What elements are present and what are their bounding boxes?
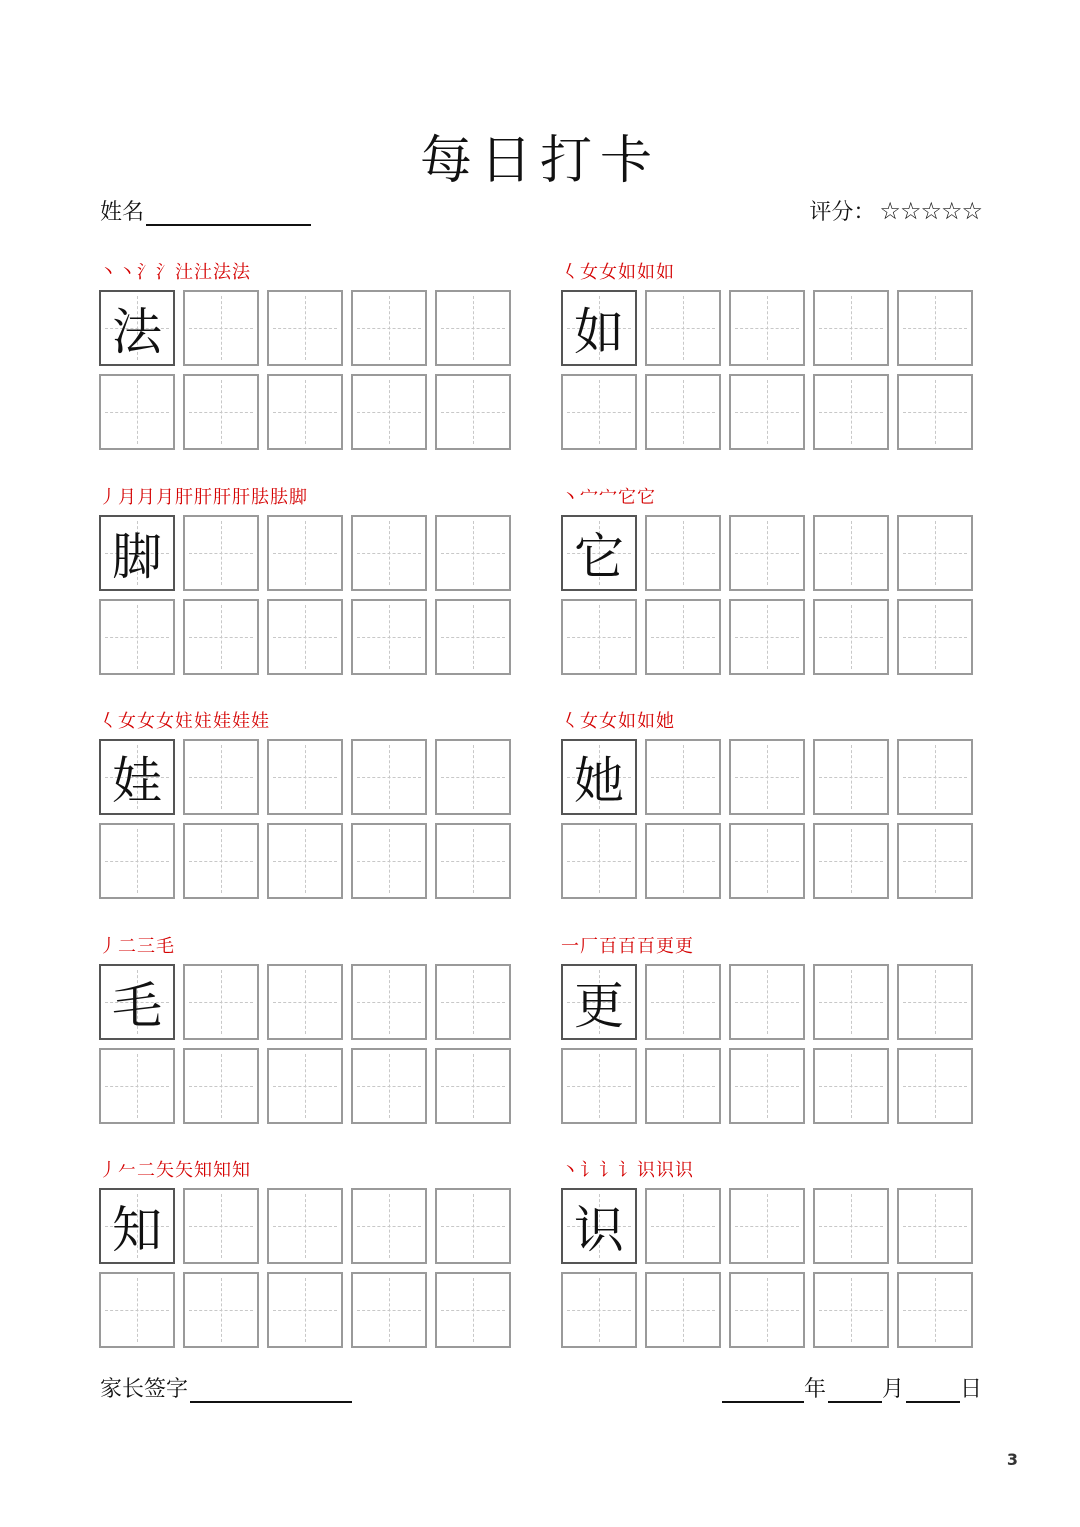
practice-cell[interactable] [729, 290, 805, 366]
model-character: 识 [574, 1201, 624, 1259]
model-character: 它 [574, 527, 624, 586]
model-character-cell[interactable] [99, 739, 175, 815]
stroke-step: 𡿨 [99, 711, 118, 732]
stroke-step: 丿 [99, 486, 118, 508]
stroke-order [99, 932, 521, 962]
practice-cell[interactable] [645, 374, 721, 450]
stroke-step: 脚 [289, 486, 308, 508]
practice-block [99, 932, 521, 1124]
stroke-step: 娃 [232, 711, 251, 732]
practice-cell[interactable] [183, 1188, 259, 1264]
score-field [809, 195, 982, 226]
practice-cell[interactable] [729, 599, 805, 675]
practice-cell[interactable] [99, 1272, 175, 1348]
practice-row [99, 1188, 521, 1264]
stroke-step: 丿 [99, 935, 118, 957]
year-label: 年 [803, 1377, 826, 1402]
practice-cell[interactable] [813, 374, 889, 450]
practice-cell[interactable] [645, 739, 721, 815]
practice-cell[interactable] [897, 599, 973, 675]
stroke-step: 女 [580, 711, 599, 732]
stroke-step: 月 [118, 486, 137, 508]
practice-cell[interactable] [729, 374, 805, 450]
practice-cell[interactable] [813, 823, 889, 899]
stroke-step: 丶 [99, 262, 118, 283]
practice-cell[interactable] [729, 515, 805, 591]
practice-cell[interactable] [435, 290, 511, 366]
practice-cell[interactable] [645, 1048, 721, 1124]
practice-block [561, 932, 983, 1124]
stroke-step: 二 [118, 935, 137, 957]
model-character-cell[interactable] [561, 290, 637, 366]
practice-cell[interactable] [645, 823, 721, 899]
stroke-step: 丿 [99, 1160, 118, 1181]
stroke-step: 如 [618, 711, 637, 732]
practice-row [99, 290, 521, 366]
practice-cell[interactable] [897, 739, 973, 815]
practice-block [561, 258, 983, 450]
practice-cell[interactable] [435, 739, 511, 815]
practice-cell[interactable] [267, 823, 343, 899]
stroke-step: 识 [637, 1160, 656, 1181]
stroke-step: 一 [561, 935, 580, 957]
practice-cell[interactable] [351, 599, 427, 675]
practice-cell[interactable] [897, 290, 973, 366]
stroke-step: 三 [137, 935, 156, 957]
practice-cell[interactable] [897, 515, 973, 591]
stroke-step: 识 [656, 1160, 675, 1181]
practice-cell[interactable] [897, 374, 973, 450]
practice-cell[interactable] [435, 1272, 511, 1348]
stroke-order [99, 258, 521, 288]
practice-cell[interactable] [183, 515, 259, 591]
practice-block [99, 258, 521, 450]
practice-cell[interactable] [99, 1048, 175, 1124]
practice-cell[interactable] [729, 1048, 805, 1124]
practice-cell[interactable] [183, 1048, 259, 1124]
practice-row [561, 374, 983, 450]
model-character: 毛 [112, 976, 162, 1035]
practice-cell[interactable] [813, 739, 889, 815]
practice-cell[interactable] [435, 1188, 511, 1264]
practice-row [561, 599, 983, 675]
practice-row [561, 1272, 983, 1348]
model-character-cell[interactable] [99, 515, 175, 591]
parent-sign-label: 家长签字 [100, 1377, 189, 1402]
stroke-step: 𡿨 [561, 262, 580, 283]
stroke-step: 女 [580, 262, 599, 283]
practice-row [561, 823, 983, 899]
stroke-step: 女 [156, 711, 175, 732]
practice-cell[interactable] [267, 1188, 343, 1264]
practice-cell[interactable] [99, 374, 175, 450]
practice-cell[interactable] [267, 290, 343, 366]
practice-cell[interactable] [813, 515, 889, 591]
stroke-step: 女 [599, 262, 618, 283]
footer [100, 1372, 982, 1408]
practice-cell[interactable] [351, 1048, 427, 1124]
stroke-step: 宀 [580, 486, 599, 508]
practice-row [99, 964, 521, 1040]
stroke-step: 女 [599, 711, 618, 732]
stroke-step: 胠 [251, 486, 270, 508]
practice-cell[interactable] [351, 739, 427, 815]
header-row [100, 195, 982, 235]
signature-line[interactable] [190, 1373, 352, 1403]
practice-cell[interactable] [351, 290, 427, 366]
practice-cell[interactable] [897, 1188, 973, 1264]
stroke-step: 月 [137, 486, 156, 508]
practice-row [99, 374, 521, 450]
practice-cell[interactable] [435, 964, 511, 1040]
star-rating-icon[interactable]: ☆☆☆☆☆ [879, 196, 982, 225]
practice-row [561, 290, 983, 366]
practice-cell[interactable] [729, 1188, 805, 1264]
practice-block [561, 1156, 983, 1348]
stroke-step: 讠 [618, 1160, 637, 1181]
stroke-step: 娃 [213, 711, 232, 732]
practice-cell[interactable] [351, 1272, 427, 1348]
page-title: 每日打卡 [419, 131, 660, 191]
practice-cell[interactable] [267, 964, 343, 1040]
practice-cell[interactable] [813, 1048, 889, 1124]
stroke-step: 女 [137, 711, 156, 732]
practice-cell[interactable] [729, 823, 805, 899]
practice-cell[interactable] [813, 964, 889, 1040]
stroke-step: 汢 [194, 262, 213, 283]
stroke-step: 汢 [175, 262, 194, 283]
practice-cell[interactable] [897, 1272, 973, 1348]
practice-cell[interactable] [183, 739, 259, 815]
practice-cell[interactable] [645, 1272, 721, 1348]
practice-cell[interactable] [183, 599, 259, 675]
model-character: 更 [574, 976, 624, 1035]
model-character-cell[interactable] [561, 964, 637, 1040]
model-character: 法 [112, 303, 162, 361]
practice-row [561, 964, 983, 1040]
practice-row [99, 515, 521, 591]
practice-cell[interactable] [897, 964, 973, 1040]
practice-cell[interactable] [267, 1272, 343, 1348]
model-character: 娃 [112, 752, 162, 810]
stroke-step: 二 [137, 1160, 156, 1181]
stroke-step: 肝 [175, 486, 194, 508]
practice-row [561, 1048, 983, 1124]
name-field[interactable] [100, 195, 311, 226]
stroke-step: 肝 [194, 486, 213, 508]
day-label: 日 [959, 1377, 982, 1402]
stroke-step: 它 [637, 486, 656, 508]
practice-cell[interactable] [435, 599, 511, 675]
stroke-step: 它 [618, 486, 637, 508]
stroke-step: 娃 [251, 711, 270, 732]
practice-row [99, 739, 521, 815]
practice-cell[interactable] [99, 823, 175, 899]
practice-row [561, 515, 983, 591]
stroke-step: 妵 [175, 711, 194, 732]
practice-cell[interactable] [183, 1272, 259, 1348]
stroke-step: 氵 [156, 262, 175, 283]
model-character-cell[interactable] [99, 964, 175, 1040]
stroke-step: 法 [213, 262, 232, 283]
practice-cell[interactable] [267, 599, 343, 675]
practice-block [561, 483, 983, 675]
practice-block [99, 707, 521, 899]
practice-cell[interactable] [729, 964, 805, 1040]
practice-cell[interactable] [561, 1048, 637, 1124]
practice-cell[interactable] [435, 823, 511, 899]
stroke-step: 法 [232, 262, 251, 283]
practice-cell[interactable] [183, 290, 259, 366]
practice-row [561, 739, 983, 815]
practice-cell[interactable] [183, 823, 259, 899]
practice-cell[interactable] [435, 374, 511, 450]
stroke-step: 识 [675, 1160, 694, 1181]
stroke-step: 百 [618, 935, 637, 957]
model-character-cell[interactable] [99, 1188, 175, 1264]
practice-cell[interactable] [645, 290, 721, 366]
stroke-step: 毛 [156, 935, 175, 957]
practice-row [99, 823, 521, 899]
model-character: 知 [112, 1201, 162, 1259]
day-line[interactable] [906, 1373, 960, 1403]
model-character-cell[interactable] [561, 515, 637, 591]
practice-cell[interactable] [561, 374, 637, 450]
stroke-step: 𡿨 [561, 711, 580, 732]
page-number: 3 [1006, 1450, 1018, 1469]
stroke-step: 更 [656, 935, 675, 957]
model-character: 脚 [112, 527, 162, 586]
month-line[interactable] [828, 1373, 882, 1403]
stroke-step: 宀 [599, 486, 618, 508]
practice-row [99, 1272, 521, 1348]
stroke-step: 百 [599, 935, 618, 957]
stroke-step: 妵 [194, 711, 213, 732]
stroke-order [99, 1156, 521, 1186]
model-character-cell[interactable] [561, 1188, 637, 1264]
practice-cell[interactable] [813, 599, 889, 675]
practice-cell[interactable] [729, 739, 805, 815]
stroke-step: 讠 [580, 1160, 599, 1181]
stroke-step: 丶 [561, 1160, 580, 1181]
practice-block [99, 1156, 521, 1348]
stroke-step: 她 [656, 711, 675, 732]
name-line[interactable] [146, 196, 311, 226]
model-character: 如 [574, 303, 624, 361]
practice-cell[interactable] [183, 374, 259, 450]
stroke-order [561, 932, 983, 962]
stroke-step: 如 [637, 711, 656, 732]
stroke-step: 𠂉 [118, 1160, 137, 1181]
year-line[interactable] [722, 1373, 804, 1403]
parent-signature-field[interactable] [100, 1372, 352, 1403]
stroke-step: 矢 [175, 1160, 194, 1181]
model-character: 她 [574, 752, 624, 810]
stroke-step: 知 [194, 1160, 213, 1181]
practice-cell[interactable] [897, 823, 973, 899]
stroke-step: 肝 [213, 486, 232, 508]
stroke-step: 知 [213, 1160, 232, 1181]
stroke-step: 女 [118, 711, 137, 732]
practice-cell[interactable] [351, 374, 427, 450]
stroke-step: 胠 [270, 486, 289, 508]
stroke-step: 如 [656, 262, 675, 283]
practice-cell[interactable] [267, 1048, 343, 1124]
stroke-order [561, 1156, 983, 1186]
stroke-step: 百 [637, 935, 656, 957]
practice-cell[interactable] [267, 374, 343, 450]
model-character-cell[interactable] [99, 290, 175, 366]
practice-cell[interactable] [183, 964, 259, 1040]
practice-cell[interactable] [351, 823, 427, 899]
stroke-order [561, 258, 983, 288]
practice-cell[interactable] [351, 515, 427, 591]
practice-cell[interactable] [267, 515, 343, 591]
practice-cell[interactable] [561, 823, 637, 899]
stroke-step: 矢 [156, 1160, 175, 1181]
practice-cell[interactable] [561, 1272, 637, 1348]
stroke-step: 如 [637, 262, 656, 283]
practice-cell[interactable] [561, 599, 637, 675]
stroke-step: 丶 [561, 486, 580, 508]
stroke-order [99, 707, 521, 737]
stroke-order [561, 483, 983, 513]
stroke-step: 氵 [137, 262, 156, 283]
stroke-step: 肝 [232, 486, 251, 508]
practice-cell[interactable] [813, 1188, 889, 1264]
month-label: 月 [881, 1377, 904, 1402]
practice-cell[interactable] [813, 290, 889, 366]
practice-cell[interactable] [897, 1048, 973, 1124]
score-label: 评分： [809, 200, 876, 225]
stroke-order [99, 483, 521, 513]
practice-cell[interactable] [645, 1188, 721, 1264]
practice-cell[interactable] [351, 1188, 427, 1264]
practice-row [99, 599, 521, 675]
stroke-order [561, 707, 983, 737]
practice-row [561, 1188, 983, 1264]
name-label: 姓名 [100, 200, 145, 225]
practice-cell[interactable] [645, 599, 721, 675]
stroke-step: 如 [618, 262, 637, 283]
practice-cell[interactable] [351, 964, 427, 1040]
practice-block [99, 483, 521, 675]
practice-cell[interactable] [435, 515, 511, 591]
stroke-step: 知 [232, 1160, 251, 1181]
practice-row [99, 1048, 521, 1124]
date-field[interactable] [722, 1372, 982, 1403]
practice-cell[interactable] [645, 964, 721, 1040]
practice-cell[interactable] [267, 739, 343, 815]
stroke-step: 讠 [599, 1160, 618, 1181]
model-character-cell[interactable] [561, 739, 637, 815]
stroke-step: 厂 [580, 935, 599, 957]
practice-cell[interactable] [729, 1272, 805, 1348]
practice-cell[interactable] [645, 515, 721, 591]
stroke-step: 月 [156, 486, 175, 508]
practice-cell[interactable] [99, 599, 175, 675]
practice-block [561, 707, 983, 899]
practice-cell[interactable] [435, 1048, 511, 1124]
stroke-step: 丶 [118, 262, 137, 283]
stroke-step: 更 [675, 935, 694, 957]
practice-cell[interactable] [813, 1272, 889, 1348]
